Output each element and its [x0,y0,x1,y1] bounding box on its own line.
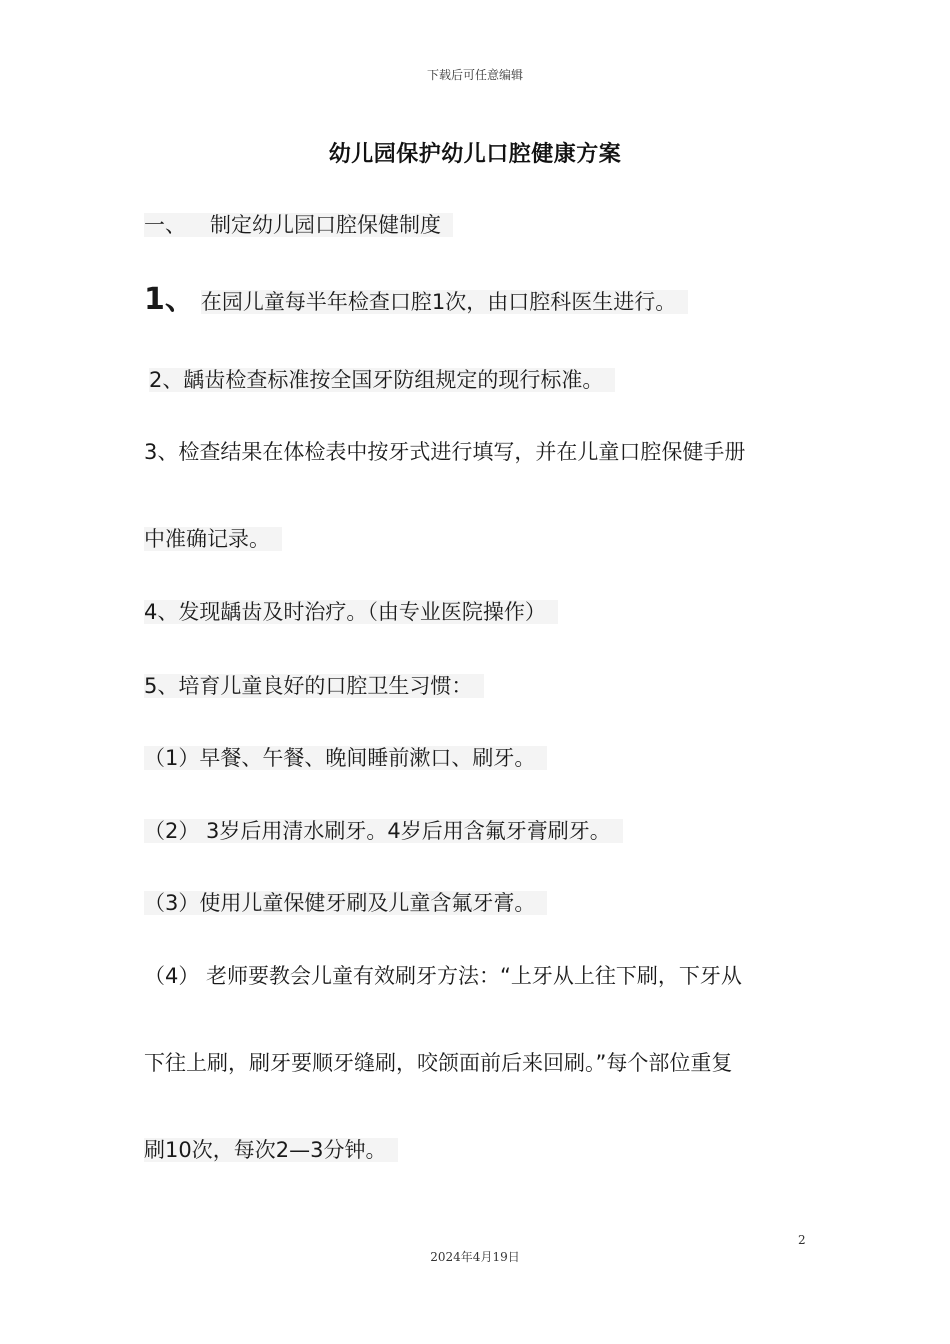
section-heading-text: 制定幼儿园口腔保健制度 [210,213,441,237]
sub-item-2-text: （2） 3岁后用清水刷牙。4岁后用含氟牙膏刷牙。 [144,819,623,843]
sub-item-4-line-2 [144,1047,732,1079]
sub-item-3 [144,887,547,919]
sub-item-4-text-2: 下往上刷，刷牙要顺牙缝刷，咬颌面前后来回刷。”每个部位重复 [144,1051,733,1075]
sub-item-1-text: （1）早餐、午餐、晚间睡前漱口、刷牙。 [144,746,547,770]
list-item-5 [144,670,484,702]
list-item-1-text: 在园儿童每半年检查口腔1次，由口腔科医生进行。 [201,290,688,314]
list-item-2 [149,364,615,396]
sub-item-4-line-1 [144,960,742,992]
sub-item-4-text-1: （4） 老师要教会儿童有效刷牙方法：“上牙从上往下刷，下牙从 [144,964,742,988]
section-number: 一、 [144,213,186,237]
page-number: 2 [798,1233,806,1247]
list-item-3-line-2 [144,523,282,555]
list-item-3-text-2: 中准确记录。 [144,527,282,551]
list-item-4-text: 4、发现龋齿及时治疗。（由专业医院操作） [144,600,558,624]
list-item-3-line-1 [144,436,745,468]
list-item-5-text: 5、培育儿童良好的口腔卫生习惯： [144,674,484,698]
sub-item-3-text: （3）使用儿童保健牙刷及儿童含氟牙膏。 [144,891,547,915]
sub-item-1 [144,742,547,774]
sub-item-4-line-3 [144,1134,398,1166]
list-item-1-number: 1、 [144,282,195,317]
list-item-3-text-1: 3、检查结果在体检表中按牙式进行填写，并在儿童口腔保健手册 [144,440,746,464]
footer-date: 2024年4月19日 [430,1250,520,1264]
sub-item-4-text-3: 刷10次，每次2—3分钟。 [144,1138,398,1162]
header-note: 下载后可任意编辑 [426,68,523,82]
section-heading [144,209,453,241]
document-title: 幼儿园保护幼儿口腔健康方案 [328,142,622,167]
list-item-1 [144,284,688,318]
list-item-4 [144,596,558,628]
list-item-2-text: 2、龋齿检查标准按全国牙防组规定的现行标准。 [149,368,615,392]
sub-item-2 [144,815,623,847]
